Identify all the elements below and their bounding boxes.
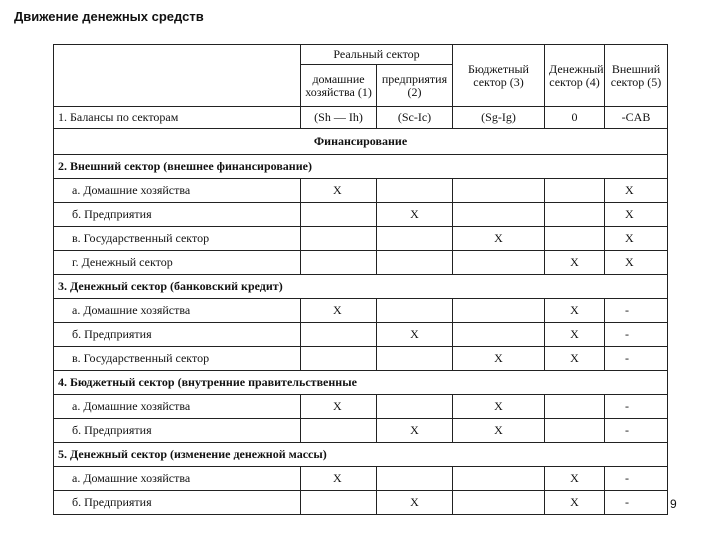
mark-cell — [301, 227, 377, 251]
mark-cell: X — [301, 179, 377, 203]
mark-cell: X — [545, 323, 605, 347]
table-row — [54, 227, 668, 251]
mark-cell: X — [545, 491, 605, 515]
mark-cell: - — [605, 299, 668, 323]
mark-cell: X — [453, 395, 545, 419]
mark-cell — [545, 419, 605, 443]
mark-cell: X — [453, 347, 545, 371]
mark-cell — [453, 203, 545, 227]
balance-value: 0 — [545, 107, 605, 129]
mark-cell: X — [545, 347, 605, 371]
row-label: б. Предприятия — [54, 419, 301, 443]
header-external-sector: Внешний сектор (5) — [605, 45, 668, 107]
mark-cell — [377, 467, 453, 491]
mark-cell: - — [605, 419, 668, 443]
mark-cell — [545, 203, 605, 227]
mark-cell — [301, 419, 377, 443]
section-row — [54, 371, 668, 395]
financing-header: Финансирование — [54, 129, 668, 155]
row-label: г. Денежный сектор — [54, 251, 301, 275]
section-label: 3. Денежный сектор (банковский кредит) — [54, 275, 668, 299]
mark-cell: X — [453, 419, 545, 443]
table-row — [54, 203, 668, 227]
mark-cell: X — [545, 467, 605, 491]
mark-cell — [301, 491, 377, 515]
mark-cell: X — [545, 299, 605, 323]
header-real-sector: Реальный сектор — [301, 45, 453, 65]
mark-cell: - — [605, 347, 668, 371]
mark-cell — [377, 299, 453, 323]
mark-cell: X — [605, 179, 668, 203]
mark-cell — [377, 179, 453, 203]
row-label: а. Домашние хозяйства — [54, 179, 301, 203]
table-row — [54, 323, 668, 347]
mark-cell: X — [545, 251, 605, 275]
mark-cell: - — [605, 323, 668, 347]
header-budget-sector: Бюджетный сектор (3) — [453, 45, 545, 107]
table-row — [54, 467, 668, 491]
balance-value: (Sc-Ic) — [377, 107, 453, 129]
mark-cell: X — [453, 227, 545, 251]
section-row — [54, 155, 668, 179]
row-label: а. Домашние хозяйства — [54, 395, 301, 419]
section-row — [54, 443, 668, 467]
row-label: б. Предприятия — [54, 323, 301, 347]
mark-cell — [545, 227, 605, 251]
mark-cell — [301, 347, 377, 371]
section-label: 4. Бюджетный сектор (внутренние правительственные — [54, 371, 668, 395]
mark-cell: X — [605, 203, 668, 227]
section-row — [54, 275, 668, 299]
balances-label: 1. Балансы по секторам — [54, 107, 301, 129]
mark-cell: - — [605, 395, 668, 419]
mark-cell — [453, 299, 545, 323]
balance-value: (Sg-Ig) — [453, 107, 545, 129]
mark-cell — [377, 395, 453, 419]
mark-cell — [377, 251, 453, 275]
mark-cell — [453, 467, 545, 491]
table-row — [54, 419, 668, 443]
mark-cell — [453, 323, 545, 347]
mark-cell: X — [377, 419, 453, 443]
row-label: а. Домашние хозяйства — [54, 467, 301, 491]
mark-cell — [301, 251, 377, 275]
balance-value: (Sh — Ih) — [301, 107, 377, 129]
row-label: в. Государственный сектор — [54, 227, 301, 251]
row-label: б. Предприятия — [54, 203, 301, 227]
mark-cell: X — [377, 323, 453, 347]
cash-flow-table — [53, 44, 668, 515]
row-label: б. Предприятия — [54, 491, 301, 515]
section-label: 5. Денежный сектор (изменение денежной массы) — [54, 443, 668, 467]
table-row — [54, 491, 668, 515]
mark-cell — [301, 323, 377, 347]
mark-cell: X — [377, 203, 453, 227]
header-empty-cell — [54, 45, 301, 107]
mark-cell — [453, 491, 545, 515]
table-row — [54, 299, 668, 323]
row-label: а. Домашние хозяйства — [54, 299, 301, 323]
mark-cell — [545, 179, 605, 203]
table-row — [54, 347, 668, 371]
header-monetary-sector: Денежный сектор (4) — [545, 45, 605, 107]
table-row — [54, 179, 668, 203]
mark-cell — [301, 203, 377, 227]
mark-cell: X — [301, 299, 377, 323]
mark-cell — [377, 347, 453, 371]
page-number: 9 — [670, 497, 677, 511]
mark-cell: - — [605, 491, 668, 515]
mark-cell — [377, 227, 453, 251]
table-row — [54, 395, 668, 419]
mark-cell: X — [301, 467, 377, 491]
mark-cell: - — [605, 467, 668, 491]
header-households: домашние хозяйства (1) — [301, 65, 377, 107]
mark-cell — [453, 251, 545, 275]
mark-cell — [453, 179, 545, 203]
mark-cell: X — [605, 227, 668, 251]
mark-cell: X — [605, 251, 668, 275]
row-label: в. Государственный сектор — [54, 347, 301, 371]
mark-cell: X — [377, 491, 453, 515]
table-row — [54, 251, 668, 275]
header-enterprises: предприятия (2) — [377, 65, 453, 107]
balance-value: -CAB — [605, 107, 668, 129]
section-label: 2. Внешний сектор (внешнее финансирование) — [54, 155, 668, 179]
page-title: Движение денежных средств — [14, 9, 204, 24]
mark-cell: X — [301, 395, 377, 419]
mark-cell — [545, 395, 605, 419]
